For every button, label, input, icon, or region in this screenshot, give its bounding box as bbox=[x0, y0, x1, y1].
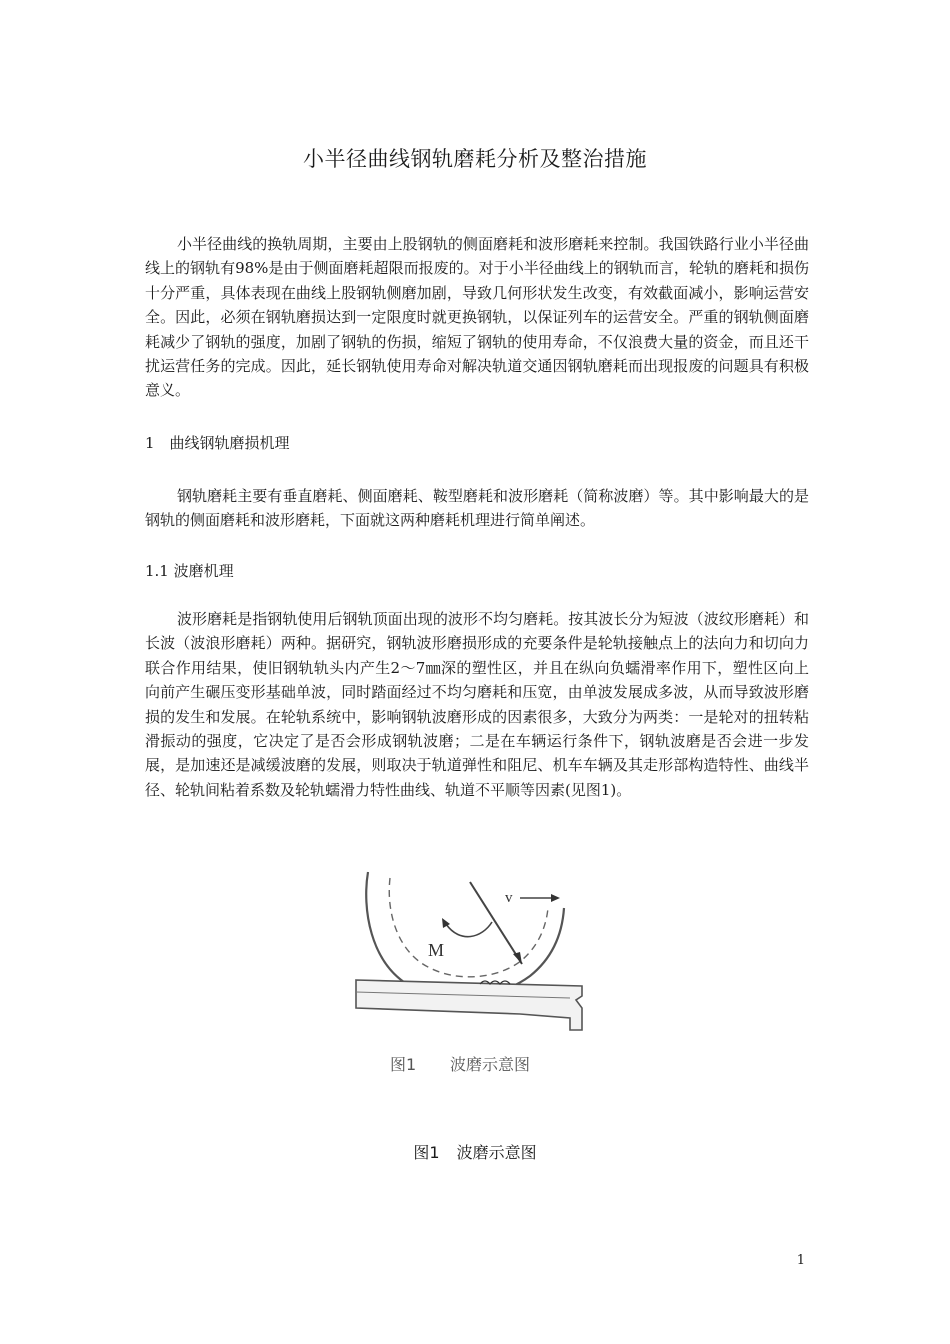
section-1-paragraph: 钢轨磨耗主要有垂直磨耗、侧面磨耗、鞍型磨耗和波形磨耗（简称波磨）等。其中影响最大的是钢轨的侧面磨耗和波形磨耗，下面就这两种磨耗机理进行简单阐述。 bbox=[145, 487, 809, 530]
force-line bbox=[470, 882, 522, 964]
page-number: 1 bbox=[796, 1253, 805, 1268]
figure-1-corrugation-diagram bbox=[350, 868, 590, 1103]
wheel-inner-dashed bbox=[389, 878, 548, 977]
rail-body bbox=[356, 980, 582, 1030]
moment-label: M bbox=[428, 940, 445, 960]
section-1-1-heading: 1.1 波磨机理 bbox=[145, 562, 234, 580]
force-arrowhead bbox=[513, 952, 522, 964]
wheel-rail-schematic bbox=[350, 868, 590, 1103]
wheel-outline bbox=[366, 872, 564, 998]
figure-caption-number: 图1 bbox=[413, 1143, 440, 1162]
figure-1-caption bbox=[0, 1140, 950, 1163]
velocity-label: v bbox=[505, 890, 513, 906]
moment-arrow bbox=[446, 922, 492, 937]
section-1-heading: 1 曲线钢轨磨损机理 bbox=[145, 434, 290, 452]
intro-paragraph: 小半径曲线的换轨周期，主要由上股钢轨的侧面磨耗和波形磨耗来控制。我国铁路行业小半径曲线上的钢轨有98%是由于侧面磨耗超限而报废的。对于小半径曲线上的钢轨而言，轮轨的磨耗和损伤十分严重，具体表现在曲线上股钢轨侧磨加剧，导致几何形状发生改变，有效截面减小，影响运营安全。因此，必须在钢轨磨损达到一定限度时就更换钢轨，以保证列车的运营安全。严重的钢轨侧面磨耗减少了钢轨的强度，加剧了钢轨的伤损，缩短了钢轨的使用寿命，不仅浪费大量的资金，而且还干扰运营任务的完成。因此，延长钢轨使用寿命对解决轨道交通因钢轨磨耗而出现报废的问题具有积极意义。 bbox=[145, 235, 809, 400]
figure-inner-caption-number: 图1 bbox=[390, 1055, 417, 1074]
figure-inner-caption-text: 波磨示意图 bbox=[450, 1055, 531, 1074]
document-title: 小半径曲线钢轨磨耗分析及整治措施 bbox=[303, 147, 647, 171]
velocity-arrowhead bbox=[551, 894, 560, 902]
figure-caption-text: 波磨示意图 bbox=[456, 1143, 537, 1162]
section-1-1-paragraph: 波形磨耗是指钢轨使用后钢轨顶面出现的波形不均匀磨耗。按其波长分为短波（波纹形磨耗）和长波（波浪形磨耗）两种。据研究，钢轨波形磨损形成的充要条件是轮轨接触点上的法向力和切向力联合作用结果，使旧钢轨轨头内产生2～7㎜深的塑性区，并且在纵向负蠕滑率作用下，塑性区向上向前产生碾压变形基础单波，同时踏面经过不均匀磨耗和压宽，由单波发展成多波，从而导致波形磨损的发生和发展。在轮轨系统中，影响钢轨波磨形成的因素很多，大致分为两类：一是轮对的扭转粘滑振动的强度，它决定了是否会形成钢轨波磨；二是在车辆运行条件下，钢轨波磨是否会进一步发展，是加速还是减缓波磨的发展，则取决于轨道弹性和阻尼、机车车辆及其走形部构造特性、曲线半径、轮轨间粘着系数及轮轨蠕滑力特性曲线、轨道不平顺等因素(见图1)。 bbox=[145, 610, 809, 799]
